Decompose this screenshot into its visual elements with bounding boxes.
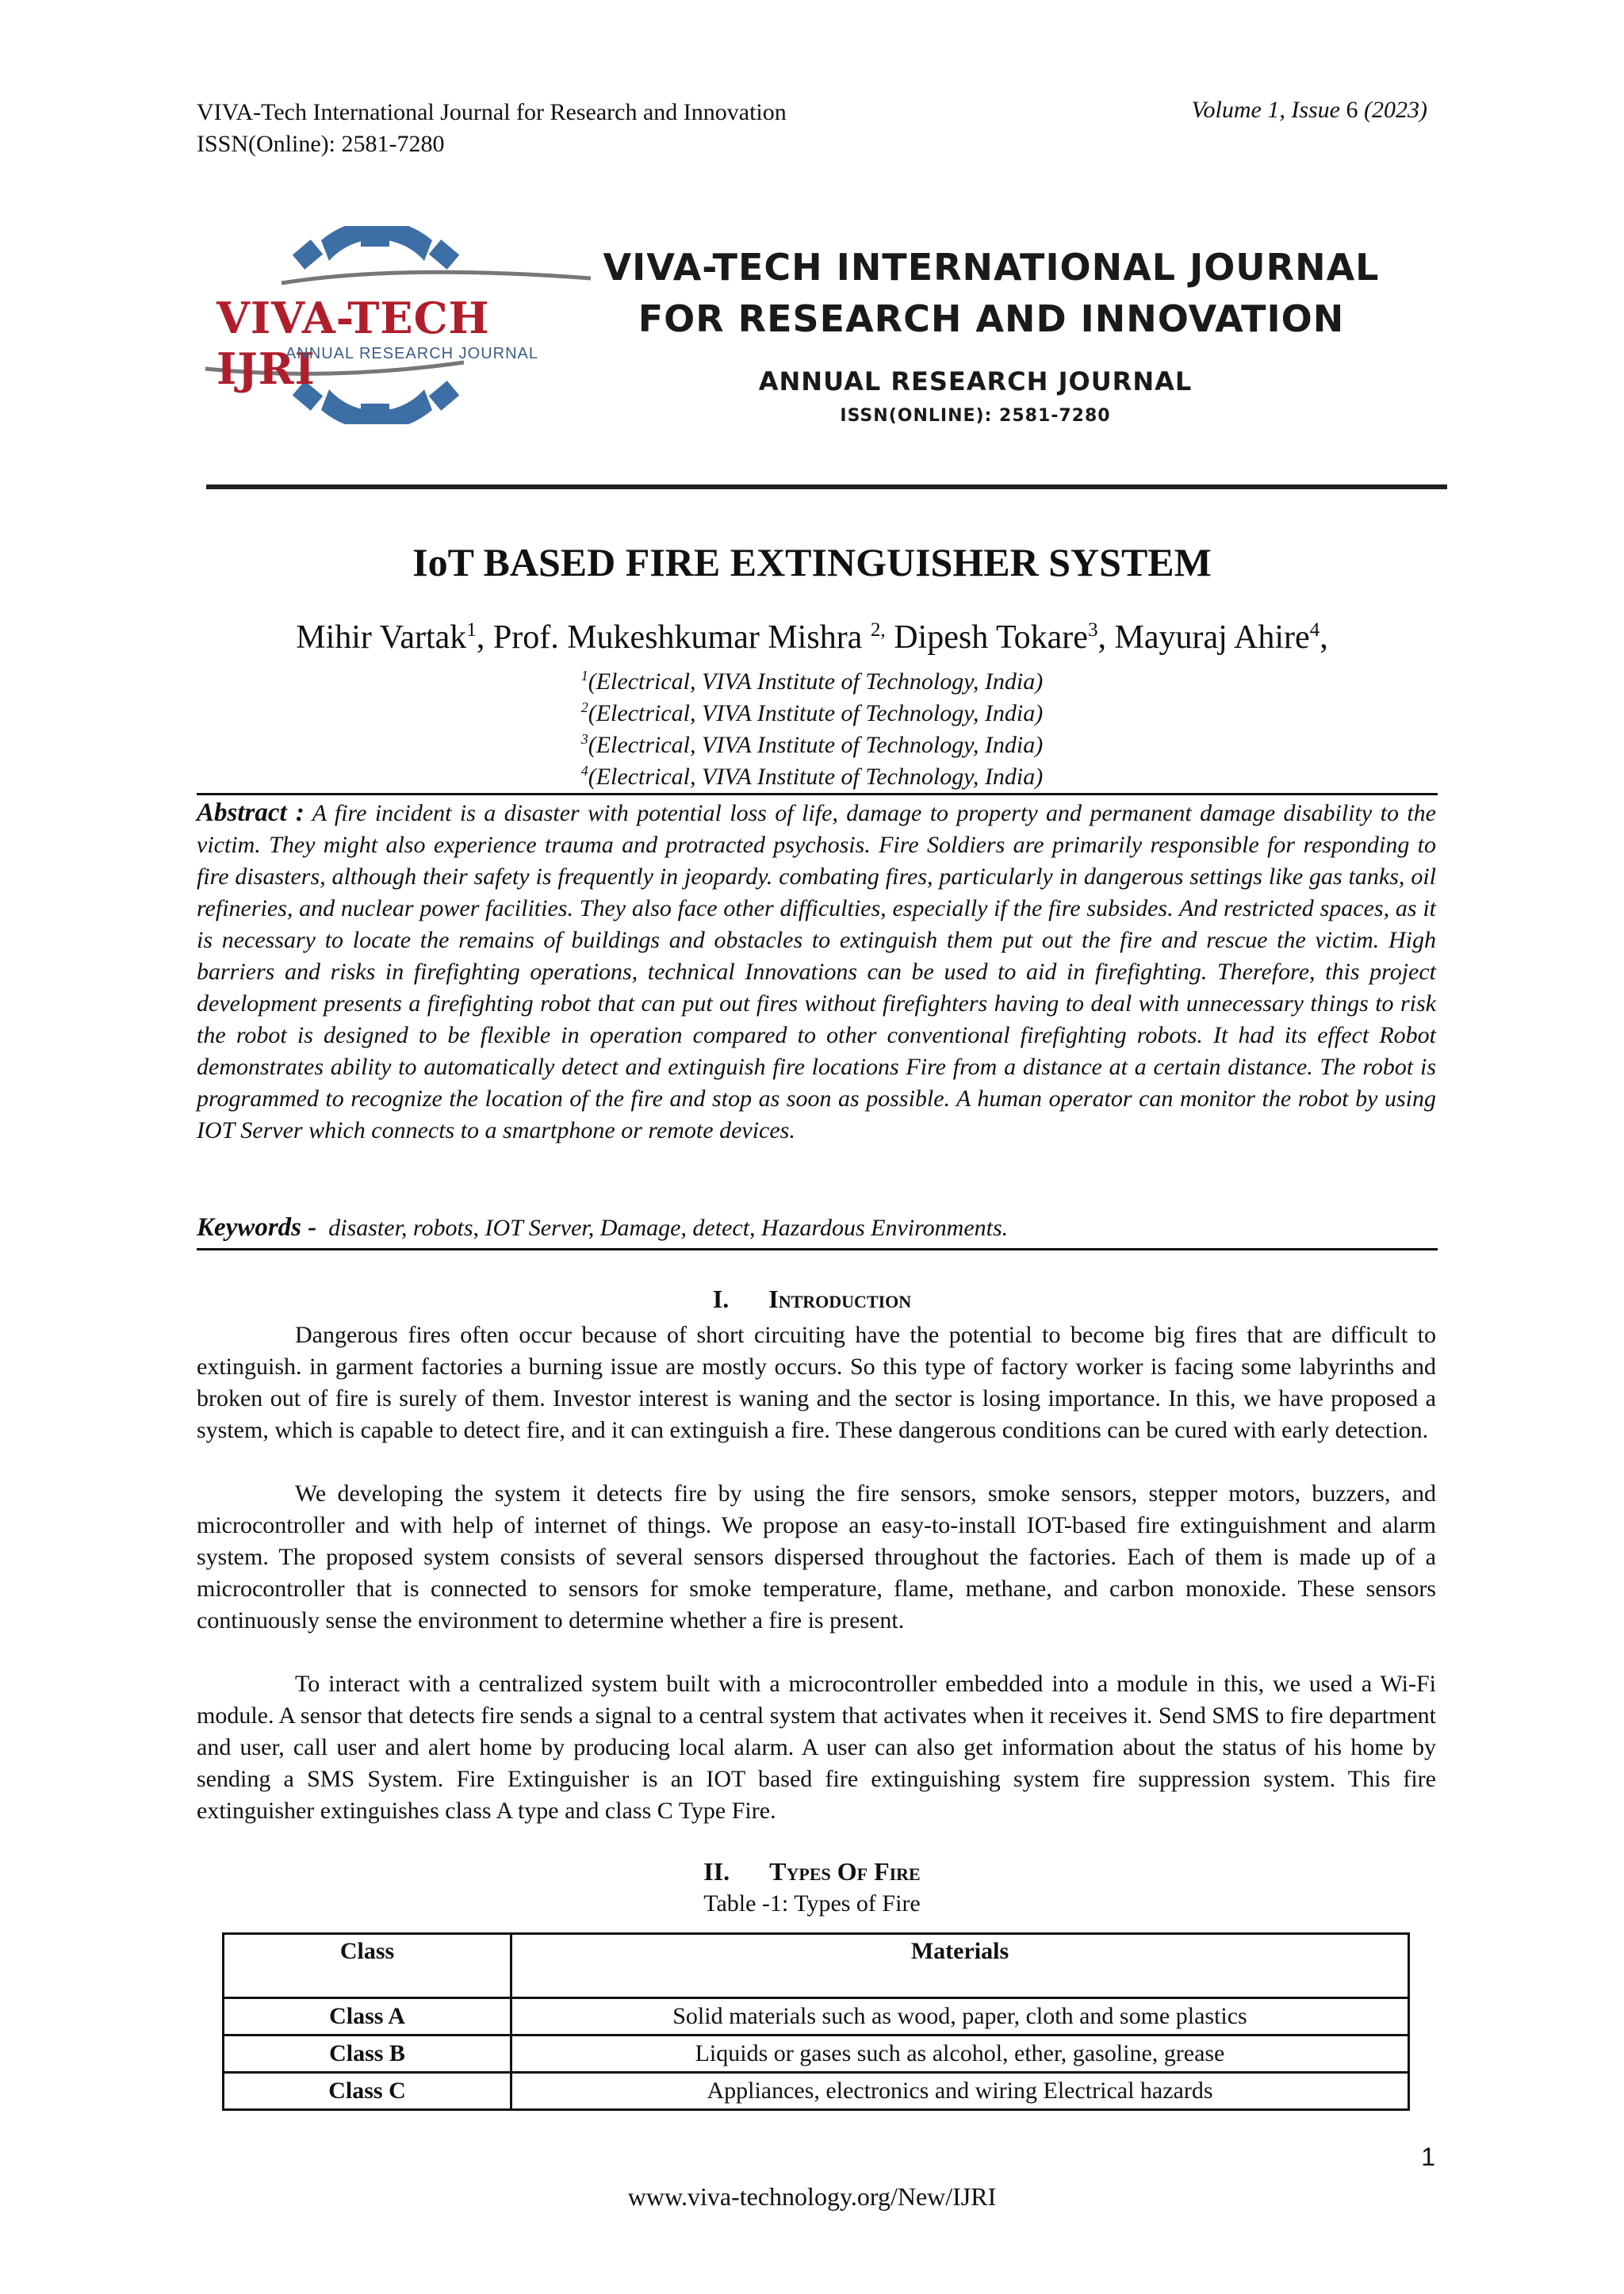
author-name: Prof. Mukeshkumar Mishra [492, 619, 871, 656]
author-name: Mihir Vartak [296, 619, 467, 656]
keywords [197, 1212, 1436, 1244]
journal-logo [202, 226, 591, 424]
logo-wordmark: VIVA-TECH IJRI [216, 293, 490, 394]
volume-label: Volume 1, Issue [1191, 97, 1341, 123]
author-sep: , [1320, 619, 1328, 656]
section-title: Types Of Fire [769, 1857, 921, 1886]
affiliation-sup: 2 [580, 699, 588, 715]
table-caption: Table -1: Types of Fire [703, 1890, 921, 1917]
volume-year: (2023) [1364, 97, 1427, 123]
author-name: Mayuraj Ahire [1114, 619, 1310, 656]
keywords-text: disaster, robots, IOT Server, Damage, detect, Hazardous Environments. [328, 1215, 1009, 1241]
logo-subtitle: ANNUAL RESEARCH JOURNAL [285, 345, 538, 362]
intro-paragraph-1: Dangerous fires often occur because of short circuiting have the potential to become big fires that are difficult to extinguish. in garment factories a burning issue are mostly occurs. So this type of factory worker is facing some labyrinths and broken out of fire is surely of them. Investor interest is waning and the sector is losing importance. In this, we have proposed a system, which is capable to detect fire, and it can extinguish a fire. These dangerous conditions can be cured with early detection. [197, 1322, 1436, 1443]
table-cell-materials: Liquids or gases such as alcohol, ether, gasoline, grease [511, 2035, 1409, 2073]
table-row [224, 1998, 1409, 2035]
footer-url[interactable]: www.viva-technology.org/New/IJRI [627, 2182, 997, 2211]
author-sep: , [1097, 619, 1115, 656]
author-sep [886, 619, 894, 656]
section-heading-types-of-fire [0, 1857, 1624, 1886]
table-cell-materials: Appliances, electronics and wiring Electrical hazards [511, 2073, 1409, 2110]
issue-number: 6 [1346, 97, 1358, 123]
journal-issn: ISSN(Online): 2581-7280 [197, 131, 445, 157]
intro-paragraph-3: To interact with a centralized system built with a microcontroller embedded into a module in this, we used a Wi-Fi module. A sensor that detects fire sends a signal to a central system that activates when it receives it. Send SMS to fire department and user, call user and alert home by producing local alarm. A user can also get information about the status of his home by sending a SMS System. Fire Extinguisher is an IOT based fire extinguishing system fire suppression system. This fire extinguisher extinguishes class A type and class C Type Fire. [197, 1671, 1436, 1824]
keywords-bottom-rule [197, 1248, 1438, 1250]
page-number: 1 [1421, 2143, 1435, 2171]
abstract-label: Abstract : [197, 798, 304, 827]
table-cell-materials: Solid materials such as wood, paper, cloth and some plastics [511, 1998, 1409, 2035]
table-header-row [224, 1934, 1409, 1998]
affiliation-sup: 4 [580, 763, 588, 779]
volume-issue [1031, 97, 1427, 124]
affiliation-sup: 3 [580, 731, 588, 747]
section-title: Introduction [768, 1285, 912, 1313]
author-name: Dipesh Tokare [894, 619, 1088, 656]
affiliation-sup: 1 [580, 668, 588, 684]
author-sup: 3 [1087, 619, 1098, 641]
author-sup: 4 [1309, 619, 1320, 641]
affiliation-text: (Electrical, VIVA Institute of Technology, India) [588, 764, 1044, 790]
author-sep: , [476, 619, 493, 656]
banner-issn: ISSN(ONLINE): 2581-7280 [840, 406, 1111, 426]
intro-paragraph-2: We developing the system it detects fire by using the fire sensors, smoke sensors, stepper motors, buzzers, and microcontroller and with help of internet of things. We propose an easy-to-install IOT-based fire extinguishment and alarm system. The proposed system consists of several sensors dispersed throughout the factories. Each of them is made up of a microcontroller that is connected to sensors for smoke temperature, flame, methane, and carbon monoxide. These sensors continuously sense the environment to determine whether a fire is present. [197, 1480, 1436, 1633]
keywords-label: Keywords - [197, 1213, 317, 1242]
table-header: Class [224, 1934, 511, 1998]
table-cell-class: Class B [224, 2035, 511, 2073]
author-sup: 1 [466, 619, 477, 641]
section-number: II. [703, 1857, 730, 1886]
author-sup: 2, [870, 619, 886, 641]
banner-title-line1: VIVA-TECH INTERNATIONAL JOURNAL [603, 246, 1380, 289]
table-cell-class: Class A [224, 1998, 511, 2035]
banner-divider [206, 484, 1447, 489]
affiliation-text: (Electrical, VIVA Institute of Technology, India) [588, 668, 1044, 695]
abstract-text: A fire incident is a disaster with potential loss of life, damage to property and permanent damage disability to the victim. They might also experience trauma and protracted psychosis. Fire Soldiers are primarily responsible for responding to fire disasters, although their safety is frequently in jeopardy. combating fires, particularly in dangerous settings like gas tanks, oil refineries, and nuclear power facilities. They also face other difficulties, especially if the fire subsides. And restricted spaces, as it is necessary to locate the remains of buildings and obstacles to extinguish them put out the fire and rescue the victim. High barriers and risks in firefighting operations, technical Innovations can be used to aid in firefighting. Therefore, this project development presents a firefighting robot that can put out fires without firefighters having to deal with unnecessary things to risk the robot is designed to be flexible in operation compared to other conventional firefighting robots. It had its effect Robot demonstrates ability to automatically detect and extinguish fire locations Fire from a distance at a certain distance. The robot is programmed to recognize the location of the fire and stop as soon as possible. A human operator can monitor the robot by using IOT Server which connects to a smartphone or remote devices. [197, 800, 1436, 1143]
affiliation-text: (Electrical, VIVA Institute of Technology, India) [588, 700, 1044, 726]
table-row [224, 2073, 1409, 2110]
table-cell-class: Class C [224, 2073, 511, 2110]
section-heading-introduction [0, 1285, 1624, 1314]
affiliation [0, 731, 1624, 759]
table-row [224, 2035, 1409, 2073]
table-header: Materials [511, 1934, 1409, 1998]
banner-subtitle: ANNUAL RESEARCH JOURNAL [758, 366, 1193, 396]
affiliation [0, 699, 1624, 727]
paper-title: IoT BASED FIRE EXTINGUISHER SYSTEM [412, 540, 1212, 584]
section-number: I. [712, 1285, 730, 1313]
affiliation [0, 763, 1624, 791]
affiliation [0, 668, 1624, 695]
abstract [197, 797, 1436, 1147]
affiliation-text: (Electrical, VIVA Institute of Technology, India) [588, 732, 1044, 758]
banner-title-line2: FOR RESEARCH AND INNOVATION [638, 297, 1345, 340]
fire-types-table [222, 1932, 1410, 2111]
journal-name: VIVA-Tech International Journal for Research and Innovation [197, 99, 787, 125]
author-list [0, 618, 1624, 657]
running-header [197, 97, 787, 160]
abstract-top-rule [197, 793, 1438, 795]
